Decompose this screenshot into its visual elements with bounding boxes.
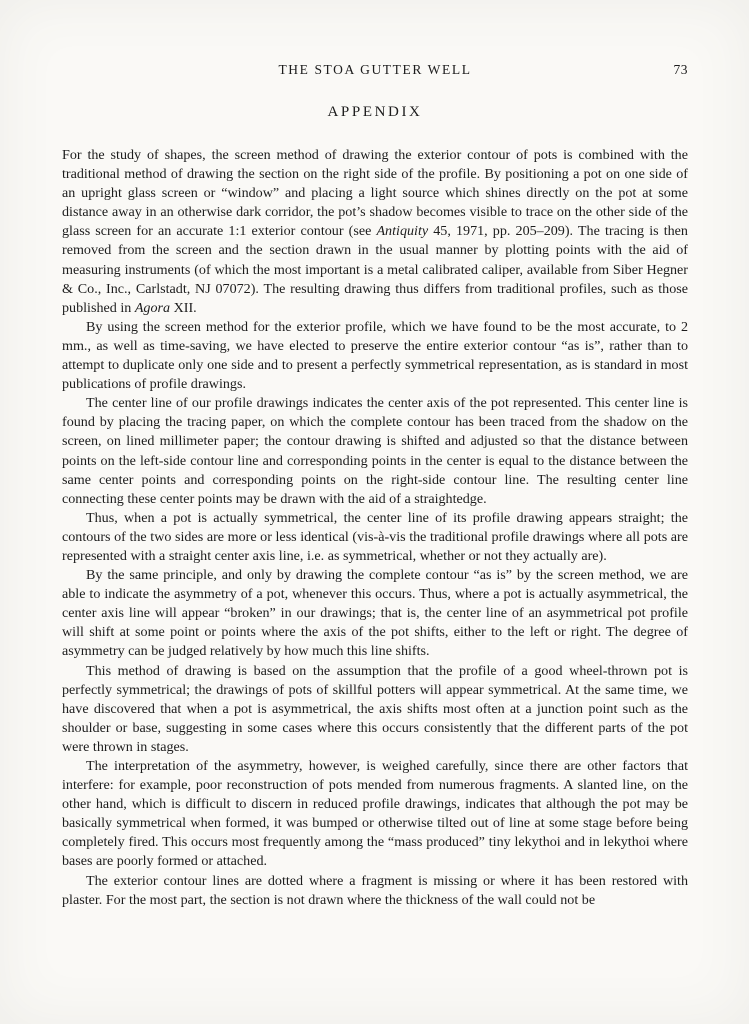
text-run: For the study of shapes, the screen method of drawing the exterior contour of pots is combined with the traditional method of drawing the section on the right side of the profile. By positioning a pot on one side of an upright glass screen or “window” and placing a light source which shines directly on the pot at some distance away in an otherwise dark corridor, the pot’s shadow becomes visible to trace on the other side of the glass screen for an accurate 1:1 exterior contour (see [62, 147, 688, 240]
italic-text-run: Antiquity [376, 223, 429, 240]
paragraph [62, 509, 688, 566]
body-paragraphs [62, 146, 688, 910]
italic-text-run: Agora [134, 299, 171, 316]
page-header [62, 62, 688, 80]
text-run: By using the screen method for the exterior profile, which we have found to be the most accurate, to 2 mm., as well as time-saving, we have elected to preserve the entire exterior contour “as is”, rather than to attempt to duplicate only one side and to present a perfectly symmetrical representation, as is standard in most publications of profile drawings. [62, 318, 688, 393]
text-run: The interpretation of the asymmetry, however, is weighed carefully, since there are other factors that interfere: for example, poor reconstruction of pots mended from numerous fragments. A slanted line, on the other hand, which is difficult to discern in reduced profile drawings, indicates that although the pot may be basically symmetrical when formed, it was bumped or otherwise tilted out of line at some stage before being completely fired. This occurs most frequently among the “mass produced” tiny lekythoi and in lekythoi where bases are poorly formed or attached. [62, 758, 688, 870]
text-block [62, 62, 688, 910]
paragraph [62, 757, 688, 872]
page-number: 73 [673, 62, 688, 77]
section-heading: APPENDIX [327, 104, 423, 120]
text-run: The exterior contour lines are dotted where a fragment is missing or where it has been restored with plaster. For the most part, the section is not drawn where the thickness of the wall could not be [62, 872, 688, 908]
paragraph [62, 394, 688, 509]
paragraph [62, 146, 688, 318]
text-run: 45, 1971, pp. 205–209). The tracing is then removed from the screen and the section drawn in the usual manner by plotting points with the aid of measuring instruments (of which the most important is a metal calibrated caliper, available from Siber Hegner & Co., Inc., Carlstadt, NJ 07072). The resulting drawing thus differs from traditional profiles, such as those published in [62, 223, 688, 316]
running-title: THE STOA GUTTER WELL [278, 62, 472, 77]
text-run: Thus, when a pot is actually symmetrical, the center line of its profile drawing appears straight; the contours of the two sides are more or less identical (vis-à-vis the traditional profile drawings where all pots are represented with a straight center axis line, i.e. as symmetrical, whether or not they actually are). [62, 509, 688, 564]
text-run: XII. [170, 299, 197, 316]
paragraph [62, 566, 688, 661]
paragraph [62, 662, 688, 757]
paragraph [62, 872, 688, 910]
text-run: By the same principle, and only by drawing the complete contour “as is” by the screen method, we are able to indicate the asymmetry of a pot, whenever this occurs. Thus, where a pot is actually asymmetrical, the center axis line will appear “broken” in our drawings; that is, the center line of an asymmetrical pot profile will shift at some point or points where the axis of the pot shifts, either to the left or right. The degree of asymmetry can be judged relatively by how much this line shifts. [62, 567, 688, 660]
text-run: The center line of our profile drawings indicates the center axis of the pot represented. This center line is found by placing the tracing paper, on which the complete contour has been traced from the shadow on the screen, on lined millimeter paper; the contour drawing is shifted and adjusted so that the distance between points on the left-side contour line and corresponding points in the center is equal to the distance between the same center points and corresponding points on the right-side contour line. The resulting center line connecting these center points may be drawn with the aid of a straightedge. [62, 395, 688, 507]
text-run: This method of drawing is based on the assumption that the profile of a good wheel-thrown pot is perfectly symmetrical; the drawings of pots of skillful potters will appear symmetrical. At the same time, we have discovered that when a pot is asymmetrical, the axis shifts most often at a junction point such as the shoulder or base, suggesting in some cases where this occurs consistently that the different parts of the pot were thrown in stages. [62, 662, 688, 755]
paragraph [62, 318, 688, 394]
